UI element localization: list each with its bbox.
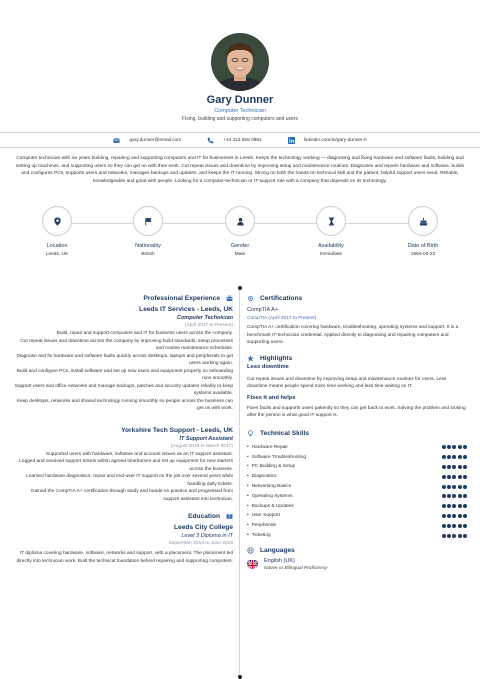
- briefcase-icon: [226, 295, 233, 302]
- skill-name: • Software Troubleshooting: [247, 455, 306, 460]
- profile-photo: [211, 33, 269, 91]
- degree-name: Level 3 Diploma in IT: [181, 533, 233, 539]
- skill-level-dot: [458, 514, 462, 518]
- flag-icon: [144, 217, 153, 226]
- skill-level-dots: [442, 494, 467, 498]
- timeline-dot-bottom: [238, 675, 242, 679]
- contact-phone[interactable]: [207, 137, 261, 144]
- email-icon: [113, 137, 120, 144]
- highlight-text: Cut repeat issues and downtime by improving setup and maintenance routines for users. Less downtime means people spend more time working and less time waiting on IT.: [247, 376, 447, 389]
- skill-level-dot: [442, 524, 446, 528]
- skill-name: • Operating Systems: [247, 494, 292, 499]
- skill-level-dot: [463, 514, 467, 518]
- candidate-role: Computer Technician: [214, 108, 266, 114]
- personal-availability: [291, 206, 371, 257]
- location-label: Location: [46, 243, 68, 249]
- skill-row: [247, 443, 467, 453]
- skill-name: • Backups & Updates: [247, 504, 294, 509]
- skill-level-dot: [452, 494, 456, 498]
- job-bullets: [14, 451, 233, 504]
- language-name: English (UK): [264, 558, 295, 565]
- uk-flag-icon: [247, 558, 258, 569]
- skill-level-dots: [442, 465, 467, 469]
- availability-value: Immediate: [319, 252, 343, 257]
- highlight-heading: Less downtime: [247, 363, 289, 370]
- globe-icon: [247, 547, 254, 554]
- language-level: Native or Bilingual Proficiency: [264, 566, 328, 572]
- skill-level-dot: [463, 504, 467, 508]
- job-bullets: [14, 330, 233, 413]
- skill-level-dot: [447, 504, 451, 508]
- skill-level-dot: [463, 465, 467, 469]
- star-icon: [247, 355, 254, 362]
- skill-name: • PC Building & Setup: [247, 464, 295, 469]
- cert-issuer: CompTIA (April 2017 to Present): [247, 316, 317, 321]
- skill-name: • Hardware Repair: [247, 445, 288, 450]
- phone-text: +44 113 555 0881: [223, 137, 262, 143]
- skill-level-dot: [463, 475, 467, 479]
- skill-level-dot: [463, 524, 467, 528]
- nationality-value: British: [141, 252, 155, 257]
- left-column: [14, 295, 233, 565]
- education-text: IT diploma covering hardware, software, networks and support, with a placement. The placement led directly into technician work. Built the technical foundation behind repairing and supporting computers.: [16, 551, 233, 564]
- certifications-section-title: Certifications: [247, 295, 467, 302]
- linkedin-text: linkedin.com/in/gary-dunner-it: [303, 137, 367, 143]
- skill-level-dot: [458, 504, 462, 508]
- cert-description: CompTIA A+ certification covering hardware, troubleshooting, operating systems and support. It is a benchmark IT-technician credential. Applied directly to diagnosing and repairing computers and supporting users.: [247, 325, 459, 345]
- candidate-name: Gary Dunner: [206, 94, 274, 106]
- skills-section-title: Technical Skills: [247, 430, 467, 437]
- phone-icon: [207, 137, 214, 144]
- job-entry-2: [14, 427, 233, 504]
- language-item: [247, 558, 467, 571]
- skill-level-dot: [442, 455, 446, 459]
- skill-level-dot: [447, 485, 451, 489]
- skill-level-dot: [447, 455, 451, 459]
- location-value: Leeds, UK: [45, 252, 69, 257]
- job-bullet: Build, repair and support computers and IT for business users across the company.: [56, 331, 233, 336]
- skill-row: [247, 521, 467, 531]
- skill-name: • Networking Basics: [247, 484, 291, 489]
- job-title: IT Support Assistant: [179, 435, 233, 442]
- nationality-label: Nationality: [135, 243, 161, 249]
- skill-level-dot: [447, 445, 451, 449]
- skill-level-dot: [447, 465, 451, 469]
- birthdate-value: 1994-03-22: [410, 252, 436, 257]
- job-company: Leeds IT Services - Leeds, UK: [139, 306, 233, 313]
- skill-level-dot: [452, 475, 456, 479]
- candidate-tagline: Fixing, building and supporting computers and users: [182, 116, 298, 122]
- job-dates: (August 2016 to March 2017): [170, 443, 233, 449]
- languages-section-title: Languages: [247, 547, 467, 554]
- skill-level-dot: [458, 475, 462, 479]
- availability-label: Availability: [318, 243, 344, 249]
- highlight-text: Fixes faults and supports users patiently so they can get back to work. Solving the problem and looking after the person is what good IT support is.: [247, 405, 466, 418]
- skill-row: [247, 452, 467, 462]
- skill-row: [247, 511, 467, 521]
- skill-level-dot: [463, 445, 467, 449]
- skill-row: [247, 491, 467, 501]
- skill-level-dot: [452, 524, 456, 528]
- contact-email[interactable]: [113, 137, 181, 144]
- hourglass-icon: [327, 217, 336, 226]
- skill-level-dot: [463, 455, 467, 459]
- skill-row: [247, 482, 467, 492]
- skill-level-dots: [442, 485, 467, 489]
- skill-level-dot: [442, 445, 446, 449]
- skill-level-dot: [458, 534, 462, 538]
- center-timeline: [239, 288, 240, 678]
- job-title: Computer Technician: [176, 315, 233, 321]
- skill-level-dot: [447, 534, 451, 538]
- education-dates: September 2014 to June 2016: [168, 541, 233, 546]
- skill-level-dot: [458, 445, 462, 449]
- education-entry: [14, 524, 233, 565]
- experience-section-title: Professional Experience: [14, 295, 233, 302]
- education-section-title: Education: [14, 513, 233, 520]
- skill-level-dot: [447, 475, 451, 479]
- contact-linkedin[interactable]: [288, 137, 367, 144]
- skill-name: • Peripherals: [247, 523, 276, 528]
- profile-summary: Computer technician with six years building, repairing and supporting computers and IT for businesses in Leeds. Keeps the technology working — diagnosing and fixing hardware and software faults, building and setting up machines, and supporting users so they can get on with their work. Cut repeat issues and downtime by improving setup and maintenance routines. Diagnoses and repairs hardware and software, builds and configures PCs, supports users and networks, manages backups and updates, and keeps the IT running. Strong on both the hands-on technical skill and the patient, helpful support users need. Reliable, knowledgeable and good with people. Looking for a computer-technician or IT-support role with a company that depends on its technology.: [16, 156, 464, 185]
- birthday-cake-icon: [419, 217, 428, 226]
- skill-level-dot: [463, 494, 467, 498]
- skill-name: • User Support: [247, 513, 280, 518]
- highlights-section-title: Highlights: [247, 355, 467, 362]
- skill-level-dot: [458, 494, 462, 498]
- skill-level-dot: [458, 485, 462, 489]
- email-text: gary.dunner@email.com: [129, 137, 182, 143]
- skills-list: [247, 443, 467, 541]
- cert-name: CompTIA A+: [247, 307, 279, 313]
- skill-level-dot: [452, 485, 456, 489]
- skill-level-dots: [442, 455, 467, 459]
- personal-nationality: [108, 206, 188, 257]
- skill-level-dots: [442, 514, 467, 518]
- location-pin-icon: [53, 217, 62, 226]
- right-column: [247, 295, 467, 571]
- skill-level-dot: [442, 494, 446, 498]
- skill-level-dot: [442, 514, 446, 518]
- job-bullet: Learned hardware diagnostics, repair and end-user IT support on the job over several years while handling daily tickets.: [26, 474, 233, 487]
- skill-row: [247, 472, 467, 482]
- job-bullet: Cut repeat issues and downtime across the company by improving build standards, setup processes and routine maintenance schedules.: [20, 338, 233, 351]
- highlight-item: [247, 395, 467, 420]
- job-company: Yorkshire Tech Support - Leeds, UK: [121, 426, 233, 434]
- personal-gender: [200, 206, 280, 257]
- job-bullet: Build and configure PCs, install software and set up new users and equipment properly so onboarding runs smoothly.: [16, 368, 233, 381]
- gender-label: Gender: [230, 243, 250, 249]
- skill-level-dots: [442, 445, 467, 449]
- skill-level-dot: [447, 514, 451, 518]
- gender-value: Male: [234, 252, 246, 257]
- birthdate-label: Date of Birth: [407, 243, 439, 249]
- skill-level-dot: [442, 465, 446, 469]
- job-dates: (April 2017 to Present): [185, 323, 233, 328]
- personal-location: [17, 206, 97, 257]
- skill-level-dots: [442, 475, 467, 479]
- skill-level-dots: [442, 504, 467, 508]
- resume-header: [0, 33, 480, 122]
- skill-level-dot: [442, 534, 446, 538]
- job-bullet: Logged and resolved support tickets within agreed timeframes and set up equipment for new starters across the business.: [19, 459, 233, 472]
- contact-bar: [0, 132, 480, 148]
- skill-level-dot: [452, 534, 456, 538]
- timeline-dot-top: [238, 286, 242, 290]
- skill-level-dot: [452, 514, 456, 518]
- linkedin-icon: [288, 137, 295, 144]
- job-bullet: Gained the CompTIA A+ certification through study and hands-on practice and progressed from support assistant into technician.: [30, 489, 233, 502]
- book-icon: [226, 513, 233, 520]
- job-entry-1: [14, 306, 233, 413]
- skill-level-dot: [442, 475, 446, 479]
- skill-level-dot: [463, 534, 467, 538]
- skill-level-dot: [447, 524, 451, 528]
- skill-level-dot: [452, 504, 456, 508]
- skill-level-dot: [452, 455, 456, 459]
- skill-level-dot: [458, 524, 462, 528]
- job-bullet: Keep desktops, networks and shared technology running smoothly so people across the business can get on with work.: [16, 398, 233, 411]
- skill-row: [247, 531, 467, 541]
- lightbulb-icon: [247, 430, 254, 437]
- skill-name: • Ticketing: [247, 533, 271, 538]
- skill-level-dot: [458, 465, 462, 469]
- person-icon: [236, 217, 245, 226]
- highlight-heading: Fixes it and helps: [247, 394, 296, 401]
- job-bullet: Support users and office networks and manage backups, patches and security updates reliably to keep systems available.: [14, 383, 233, 396]
- skill-level-dot: [452, 445, 456, 449]
- skill-level-dot: [452, 465, 456, 469]
- skill-row: [247, 501, 467, 511]
- personal-details: [0, 206, 480, 264]
- skill-level-dots: [442, 534, 467, 538]
- highlight-item: [247, 364, 467, 391]
- skill-level-dot: [463, 485, 467, 489]
- skill-level-dots: [442, 524, 467, 528]
- personal-birthdate: [383, 206, 463, 257]
- school-name: Leeds City College: [174, 524, 233, 531]
- skill-level-dot: [442, 504, 446, 508]
- skill-level-dot: [458, 455, 462, 459]
- skill-row: [247, 462, 467, 472]
- skill-level-dot: [447, 494, 451, 498]
- gear-icon: [247, 295, 254, 302]
- job-bullet: Diagnose and fix hardware and software faults quickly across desktops, laptops and peripherals to get users working again.: [16, 353, 233, 366]
- skill-name: • Diagnostics: [247, 474, 276, 479]
- skill-level-dot: [442, 485, 446, 489]
- job-bullet: Supported users with hardware, software and account issues as an IT support assistant.: [45, 451, 233, 457]
